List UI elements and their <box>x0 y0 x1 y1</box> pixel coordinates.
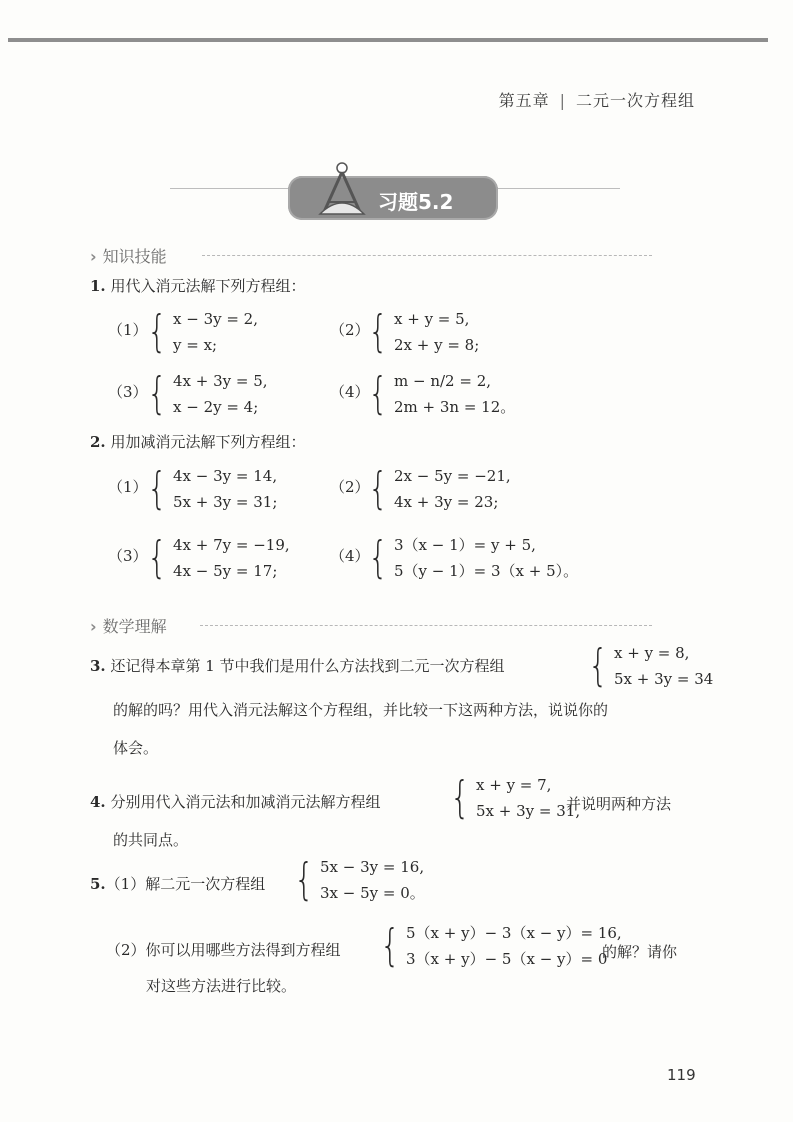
q4-line2: 的共同点。 <box>113 831 189 849</box>
q4-line1: 4. 分别用代入消元法和加减消元法解方程组 <box>90 793 381 811</box>
q1-part1-system: { x − 3y = 2, y = x; <box>147 306 258 357</box>
q5-part2-after: 的解？请你 <box>602 943 678 961</box>
q1-part2-label: （2） <box>330 321 370 339</box>
q2-part3-system: { 4x + 7y = −19, 4x − 5y = 17; <box>147 532 290 583</box>
q1-part4-system: { m − n/2 = 2, 2m + 3n = 12。 <box>368 368 516 419</box>
section-heading-skills: › 知识技能 <box>90 247 167 266</box>
q2-part3-label: （3） <box>108 547 148 565</box>
q5-part2-line2: 对这些方法进行比较。 <box>146 977 297 995</box>
chapter-title: 二元一次方程组 <box>575 91 695 110</box>
q4-system: { x + y = 7, 5x + 3y = 31, <box>450 772 581 823</box>
q2-part1-label: （1） <box>108 478 148 496</box>
q1-part2-system: { x + y = 5, 2x + y = 8; <box>368 306 480 357</box>
q2-part1-system: { 4x − 3y = 14, 5x + 3y = 31; <box>147 463 278 514</box>
page-number: 119 <box>667 1066 696 1084</box>
chapter-label: 第五章 <box>498 91 550 110</box>
q1-part1-label: （1） <box>108 321 148 339</box>
q4-after: 并说明两种方法 <box>566 795 672 813</box>
q3-line3: 体会。 <box>113 739 159 757</box>
q5-part2-line: （2）你可以用哪些方法得到方程组 <box>106 941 341 959</box>
q1-stem: 1. 用代入消元法解下列方程组： <box>90 277 306 295</box>
chevron-icon: › <box>90 617 97 636</box>
q1-part3-label: （3） <box>108 383 148 401</box>
compass-icon <box>312 158 372 220</box>
q2-part4-system: { 3（x − 1）= y + 5, 5（y − 1）= 3（x + 5）。 <box>368 532 579 583</box>
q3-line1: 3. 还记得本章第 1 节中我们是用什么方法找到二元一次方程组 <box>90 657 505 675</box>
q1-part4-label: （4） <box>330 383 370 401</box>
q2-part2-system: { 2x − 5y = −21, 4x + 3y = 23; <box>368 463 511 514</box>
q3-system: { x + y = 8, 5x + 3y = 34 <box>588 640 714 691</box>
section-divider <box>200 625 652 626</box>
chevron-icon: › <box>90 247 97 266</box>
header-separator: | <box>559 91 566 110</box>
running-header <box>499 88 695 111</box>
q2-part2-label: （2） <box>330 478 370 496</box>
top-rule <box>8 38 768 42</box>
q1-part3-system: { 4x + 3y = 5, x − 2y = 4; <box>147 368 268 419</box>
section-divider <box>202 255 652 256</box>
q2-part4-label: （4） <box>330 547 370 565</box>
q5-part1-system: { 5x − 3y = 16, 3x − 5y = 0。 <box>294 854 425 905</box>
q5-part2-system: { 5（x + y）− 3（x − y）= 16, 3（x + y）− 5（x − y）= 0 <box>380 920 622 971</box>
q3-line2: 的解的吗？用代入消元法解这个方程组，并比较一下这两种方法，说说你的 <box>113 701 609 719</box>
section-heading-understanding: › 数学理解 <box>90 617 167 636</box>
q5-part1-line: 5.（1）解二元一次方程组 <box>90 875 266 893</box>
exercise-title: 习题5.2 <box>378 190 454 214</box>
q2-stem: 2. 用加减消元法解下列方程组： <box>90 433 306 451</box>
